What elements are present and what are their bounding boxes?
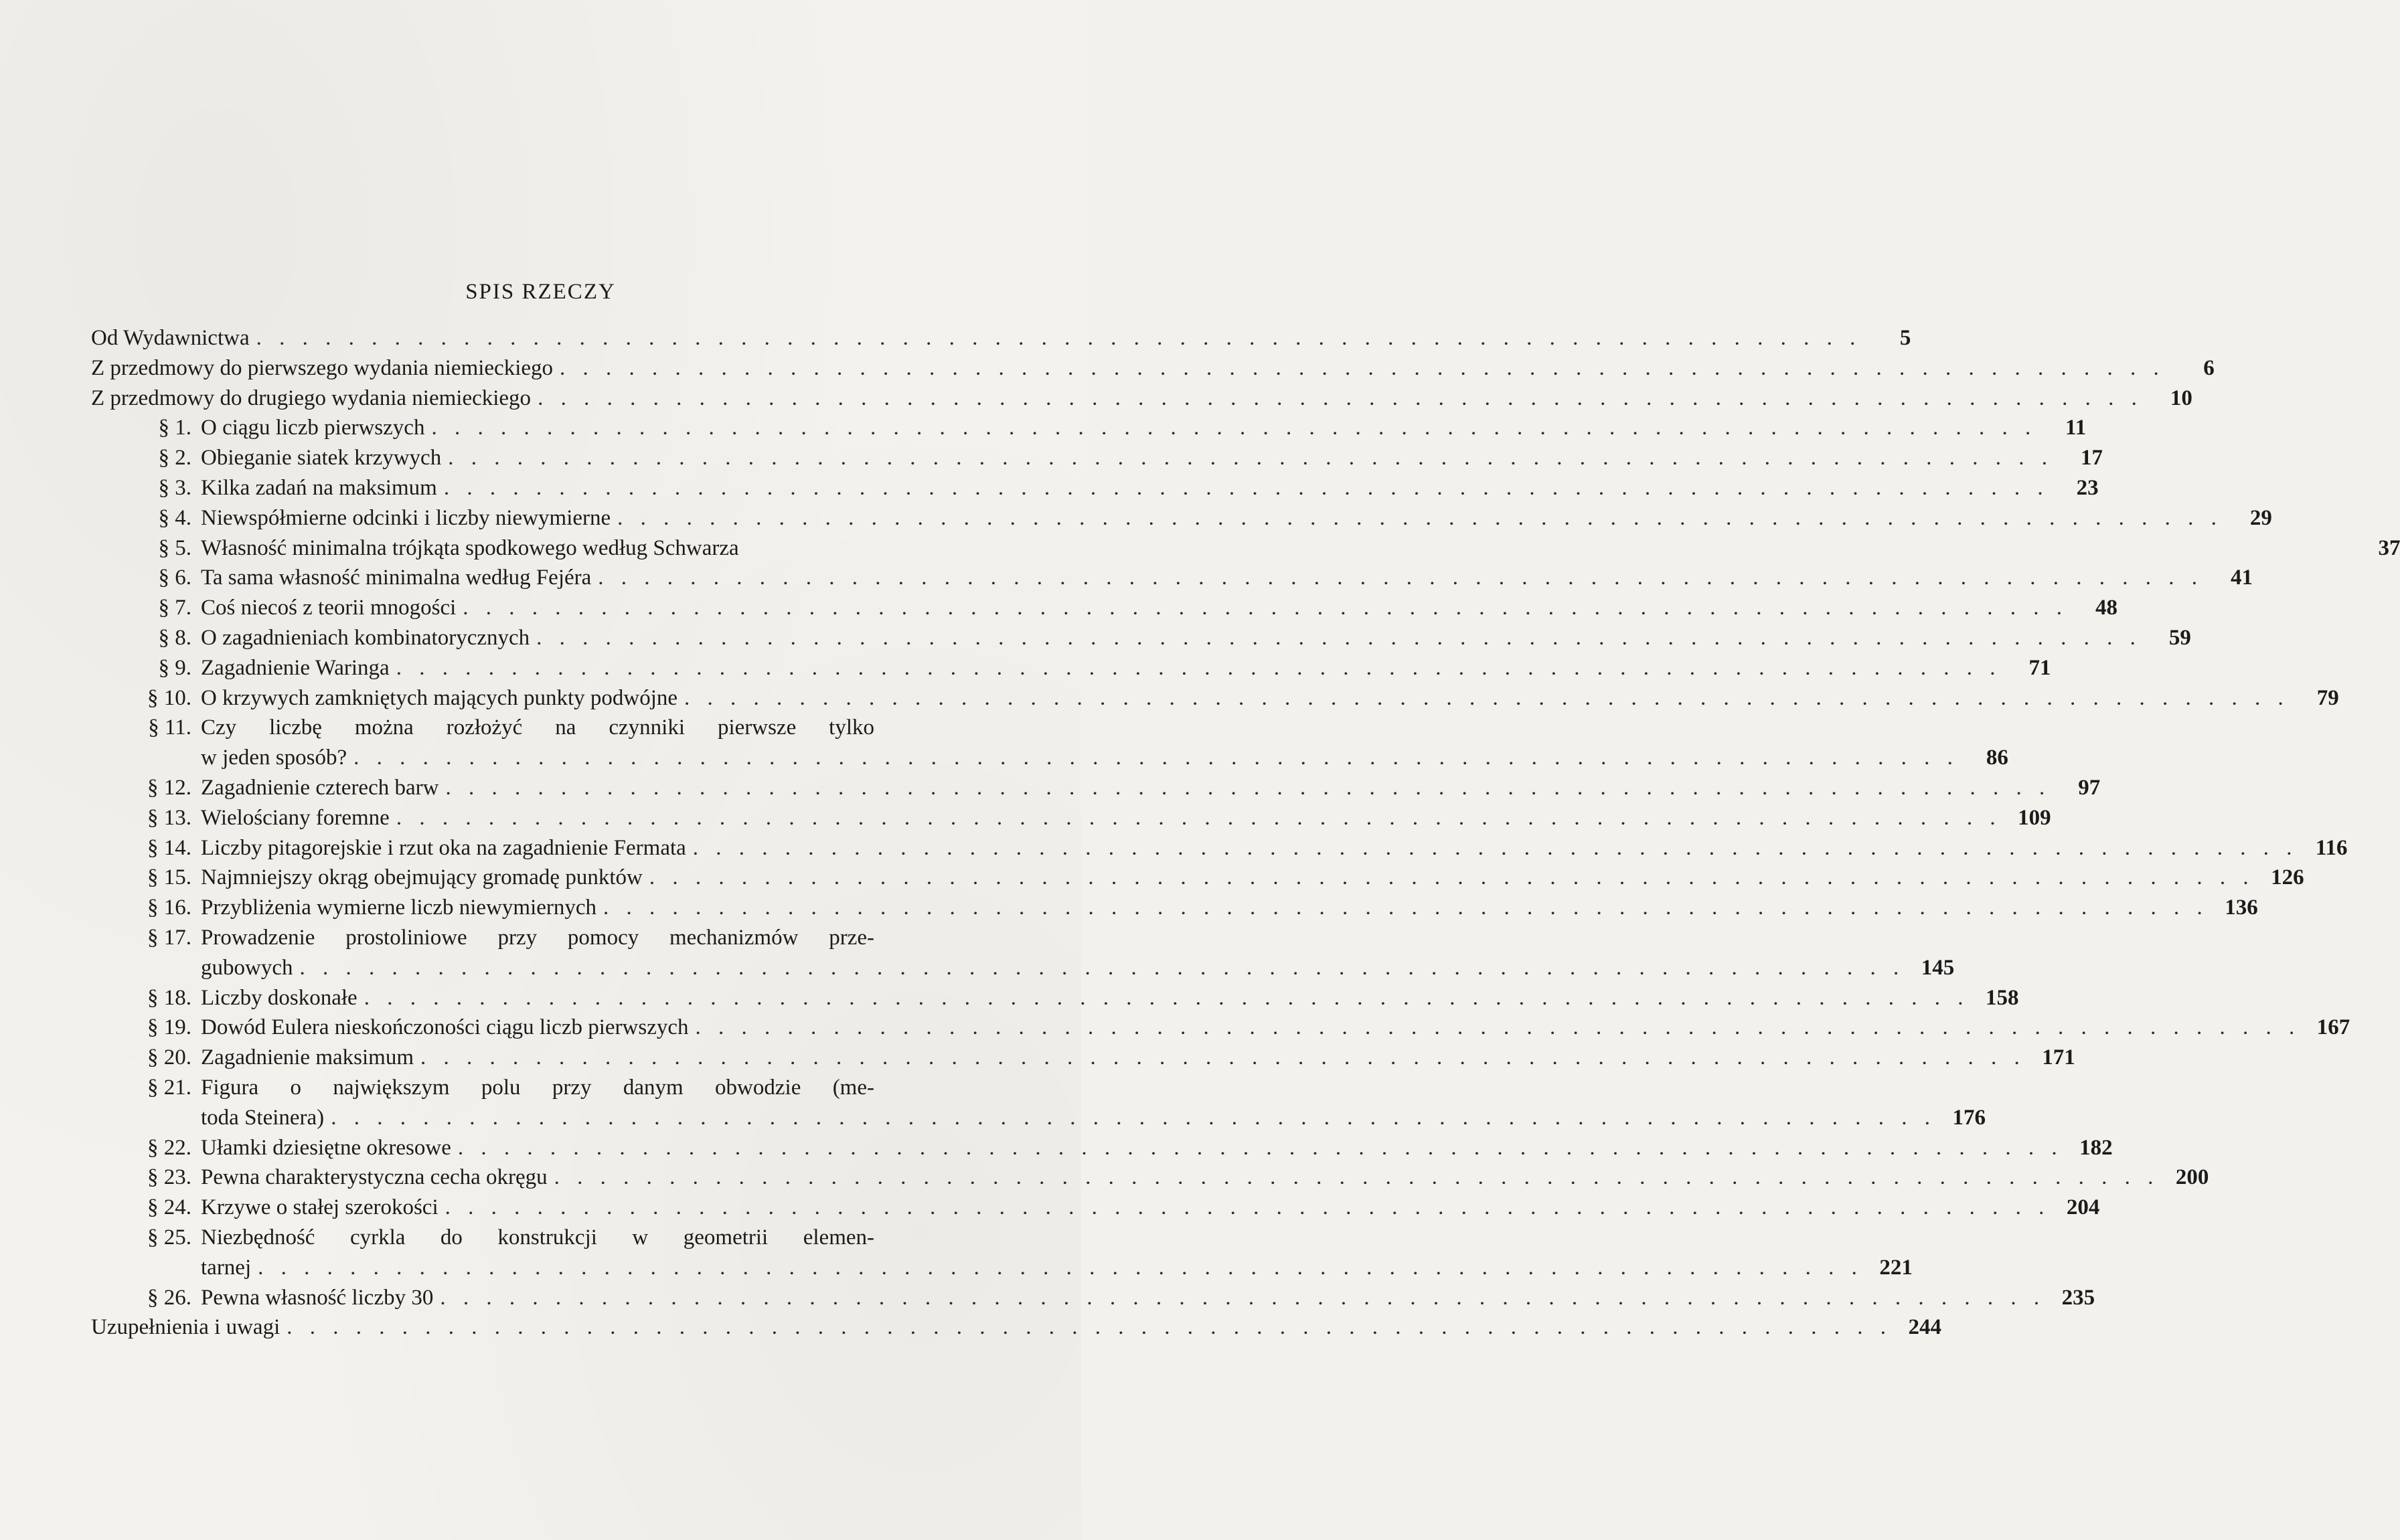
entry-title: Najmniejszy okrąg obejmujący gromadę punktów xyxy=(201,865,643,890)
toc-entry xyxy=(91,1255,1913,1286)
dot-leader xyxy=(324,1106,1936,1130)
toc-entry xyxy=(91,1105,1986,1136)
entry-title: O ciągu liczb pierwszych xyxy=(201,416,425,440)
entry-title: Liczby doskonałe xyxy=(201,985,357,1010)
toc-entry xyxy=(91,1135,2113,1166)
page-number: 204 xyxy=(2066,1195,2100,1220)
page-number: 41 xyxy=(2231,566,2253,590)
dot-leader xyxy=(251,1256,1863,1280)
toc-entry xyxy=(91,535,2400,566)
section-number: § 21. xyxy=(147,1075,191,1100)
dot-leader xyxy=(441,446,2053,470)
dot-leader xyxy=(677,686,2290,711)
entry-title: Z przedmowy do drugiego wydania niemieckiego xyxy=(91,386,532,410)
toc-entry xyxy=(91,926,955,956)
dot-leader xyxy=(437,476,2049,501)
section-number: § 5. xyxy=(158,535,191,560)
page-number: 48 xyxy=(2095,596,2118,620)
page-number: 86 xyxy=(1986,746,2008,770)
toc-entry xyxy=(91,505,2272,536)
toc-entry xyxy=(91,355,2215,386)
dot-leader xyxy=(530,626,2142,651)
dot-leader xyxy=(433,1286,2045,1310)
dot-leader xyxy=(438,776,2051,800)
dot-leader xyxy=(357,986,1970,1011)
dot-leader xyxy=(591,566,2203,590)
entry-title: Własność minimalna trójkąta spodkowego według Schwarza xyxy=(201,535,739,560)
page-number: 182 xyxy=(2079,1135,2113,1160)
section-number: § 13. xyxy=(147,805,191,830)
entry-title: Dowód Eulera nieskończoności ciągu liczb pierwszych xyxy=(201,1015,689,1040)
page-number: 136 xyxy=(2225,895,2258,920)
toc-entry xyxy=(91,715,955,746)
section-number: § 14. xyxy=(147,835,191,860)
section-number: § 19. xyxy=(147,1015,191,1040)
toc-entry xyxy=(91,955,1955,986)
toc-entry xyxy=(91,655,2051,686)
page-number: 79 xyxy=(2316,685,2339,710)
entry-title: Niezbędność cyrkla do konstrukcji w geometrii elemen- xyxy=(201,1225,874,1250)
entry-title: tarnej xyxy=(201,1255,252,1280)
section-number: § 9. xyxy=(158,655,191,680)
entry-title: Ułamki dziesiętne okresowe xyxy=(201,1135,451,1160)
page-number: 23 xyxy=(2076,475,2099,500)
toc-entry xyxy=(91,746,2008,776)
entry-title: O krzywych zamkniętych mających punkty podwójne xyxy=(201,685,678,710)
section-number: § 17. xyxy=(147,925,191,950)
section-number: § 3. xyxy=(158,475,191,500)
page-number: 17 xyxy=(2080,446,2103,470)
section-number: § 15. xyxy=(147,865,191,890)
section-number: § 18. xyxy=(147,985,191,1010)
dot-leader xyxy=(390,656,2002,681)
toc-entry xyxy=(91,416,2087,446)
section-number: § 12. xyxy=(147,775,191,800)
page-number: 167 xyxy=(2316,1015,2350,1040)
section-number: § 24. xyxy=(147,1195,191,1220)
entry-title: Uzupełnienia i uwagi xyxy=(91,1315,281,1340)
page-number: 235 xyxy=(2061,1285,2095,1310)
toc-entry xyxy=(91,1315,1941,1345)
entry-title: Pewna charakterystyczna cecha okręgu xyxy=(201,1165,548,1190)
page-number: 59 xyxy=(2168,625,2191,650)
section-number: § 22. xyxy=(147,1135,191,1160)
page-number: 37 xyxy=(2378,535,2400,560)
toc-entry xyxy=(91,985,2019,1016)
toc-entry xyxy=(91,685,2339,716)
section-number: § 23. xyxy=(147,1165,191,1190)
entry-title: Wielościany foremne xyxy=(201,805,390,830)
entry-title: Zagadnienie maksimum xyxy=(201,1045,414,1070)
page-number: 145 xyxy=(1921,955,1955,980)
entry-title: O zagadnieniach kombinatorycznych xyxy=(201,625,530,650)
page-number: 6 xyxy=(2203,355,2215,380)
toc-entry xyxy=(91,805,2051,836)
toc-entry xyxy=(91,1076,955,1106)
dot-leader xyxy=(424,416,2036,440)
entry-title: Kilka zadań na maksimum xyxy=(201,475,437,500)
page-number: 10 xyxy=(2170,386,2192,410)
page-number: 71 xyxy=(2028,655,2051,680)
entry-title: Ta sama własność minimalna według Fejéra xyxy=(201,566,592,590)
dot-leader xyxy=(686,836,2298,861)
entry-title: Zagadnienie Waringa xyxy=(201,655,390,680)
section-number: § 25. xyxy=(147,1225,191,1250)
toc-entry xyxy=(91,1285,2095,1316)
dot-leader xyxy=(643,865,2255,890)
entry-title: w jeden sposób? xyxy=(201,746,347,770)
section-number: § 10. xyxy=(147,685,191,710)
table-of-contents xyxy=(91,326,2400,1345)
dot-leader xyxy=(438,1195,2051,1220)
dot-leader xyxy=(531,386,2143,411)
section-number: § 26. xyxy=(147,1285,191,1310)
toc-entry xyxy=(91,596,2118,626)
toc-entry xyxy=(91,386,2192,416)
section-number: § 8. xyxy=(158,625,191,650)
page-number: 97 xyxy=(2078,775,2101,800)
toc-entry xyxy=(91,326,1911,356)
section-number: § 1. xyxy=(158,416,191,440)
dot-leader xyxy=(689,1015,2301,1040)
entry-title: Czy liczbę można rozłożyć na czynniki pierwsze tylko xyxy=(201,715,874,740)
entry-title: Niewspółmierne odcinki i liczby niewymierne xyxy=(201,505,611,530)
toc-entry xyxy=(91,446,2103,476)
toc-entry xyxy=(91,625,2191,656)
dot-leader xyxy=(596,895,2209,920)
toc-entry xyxy=(91,895,2258,926)
dot-leader xyxy=(451,1136,2063,1161)
dot-leader xyxy=(347,746,1959,770)
dot-leader xyxy=(293,956,1905,980)
page-number: 116 xyxy=(2315,835,2348,860)
dot-leader xyxy=(414,1045,2026,1070)
dot-leader xyxy=(280,1315,1892,1340)
entry-title: Obieganie siatek krzywych xyxy=(201,446,442,470)
entry-title: Z przedmowy do pierwszego wydania niemieckiego xyxy=(91,355,554,380)
toc-entry xyxy=(91,475,2099,506)
page-number: 158 xyxy=(1985,985,2019,1010)
page-number: 200 xyxy=(2175,1165,2209,1190)
page-number: 5 xyxy=(1899,326,1911,350)
toc-entry xyxy=(91,865,2304,895)
entry-title: Pewna własność liczby 30 xyxy=(201,1285,434,1310)
dot-leader xyxy=(553,356,2165,381)
section-number: § 6. xyxy=(158,566,191,590)
toc-entry xyxy=(91,1195,2100,1225)
toc-entry xyxy=(91,1045,2075,1076)
dot-leader xyxy=(250,326,1862,351)
page-number: 171 xyxy=(2042,1045,2075,1070)
entry-title: Przybliżenia wymierne liczb niewymiernych xyxy=(201,895,597,920)
section-number: § 16. xyxy=(147,895,191,920)
dot-leader xyxy=(611,506,2223,531)
page-number: 109 xyxy=(2018,805,2051,830)
section-number: § 20. xyxy=(147,1045,191,1070)
toc-entry xyxy=(91,1165,2209,1195)
toc-entry xyxy=(91,1225,955,1256)
page-number: 126 xyxy=(2271,865,2304,890)
toc-entry xyxy=(91,566,2253,596)
section-number: § 11. xyxy=(148,715,191,740)
page-number: 244 xyxy=(1908,1315,1941,1340)
toc-entry xyxy=(91,1015,2350,1045)
page-number: 11 xyxy=(2065,416,2087,440)
dot-leader xyxy=(548,1165,2160,1190)
section-number: § 4. xyxy=(158,505,191,530)
entry-title: Od Wydawnictwa xyxy=(91,326,250,350)
toc-entry xyxy=(91,775,2101,806)
entry-title: gubowych xyxy=(201,955,293,980)
page-title: SPIS RZECZY xyxy=(465,280,616,304)
dot-leader xyxy=(390,806,2002,831)
page-number: 176 xyxy=(1952,1105,1986,1130)
entry-title: Zagadnienie czterech barw xyxy=(201,775,439,800)
entry-title: Coś niecoś z teorii mnogości xyxy=(201,596,457,620)
entry-title: Prowadzenie prostoliniowe przy pomocy mechanizmów prze- xyxy=(201,925,874,950)
entry-title: toda Steinera) xyxy=(201,1105,325,1130)
page-number: 221 xyxy=(1879,1255,1913,1280)
section-number: § 7. xyxy=(158,596,191,620)
page-number: 29 xyxy=(2249,505,2272,530)
entry-title: Liczby pitagorejskie i rzut oka na zagadnienie Fermata xyxy=(201,835,686,860)
toc-entry xyxy=(91,835,2348,866)
entry-title: Krzywe o stałej szerokości xyxy=(201,1195,438,1220)
section-number: § 2. xyxy=(158,446,191,470)
dot-leader xyxy=(456,596,2068,620)
entry-title: Figura o największym polu przy danym obwodzie (me- xyxy=(201,1075,874,1100)
